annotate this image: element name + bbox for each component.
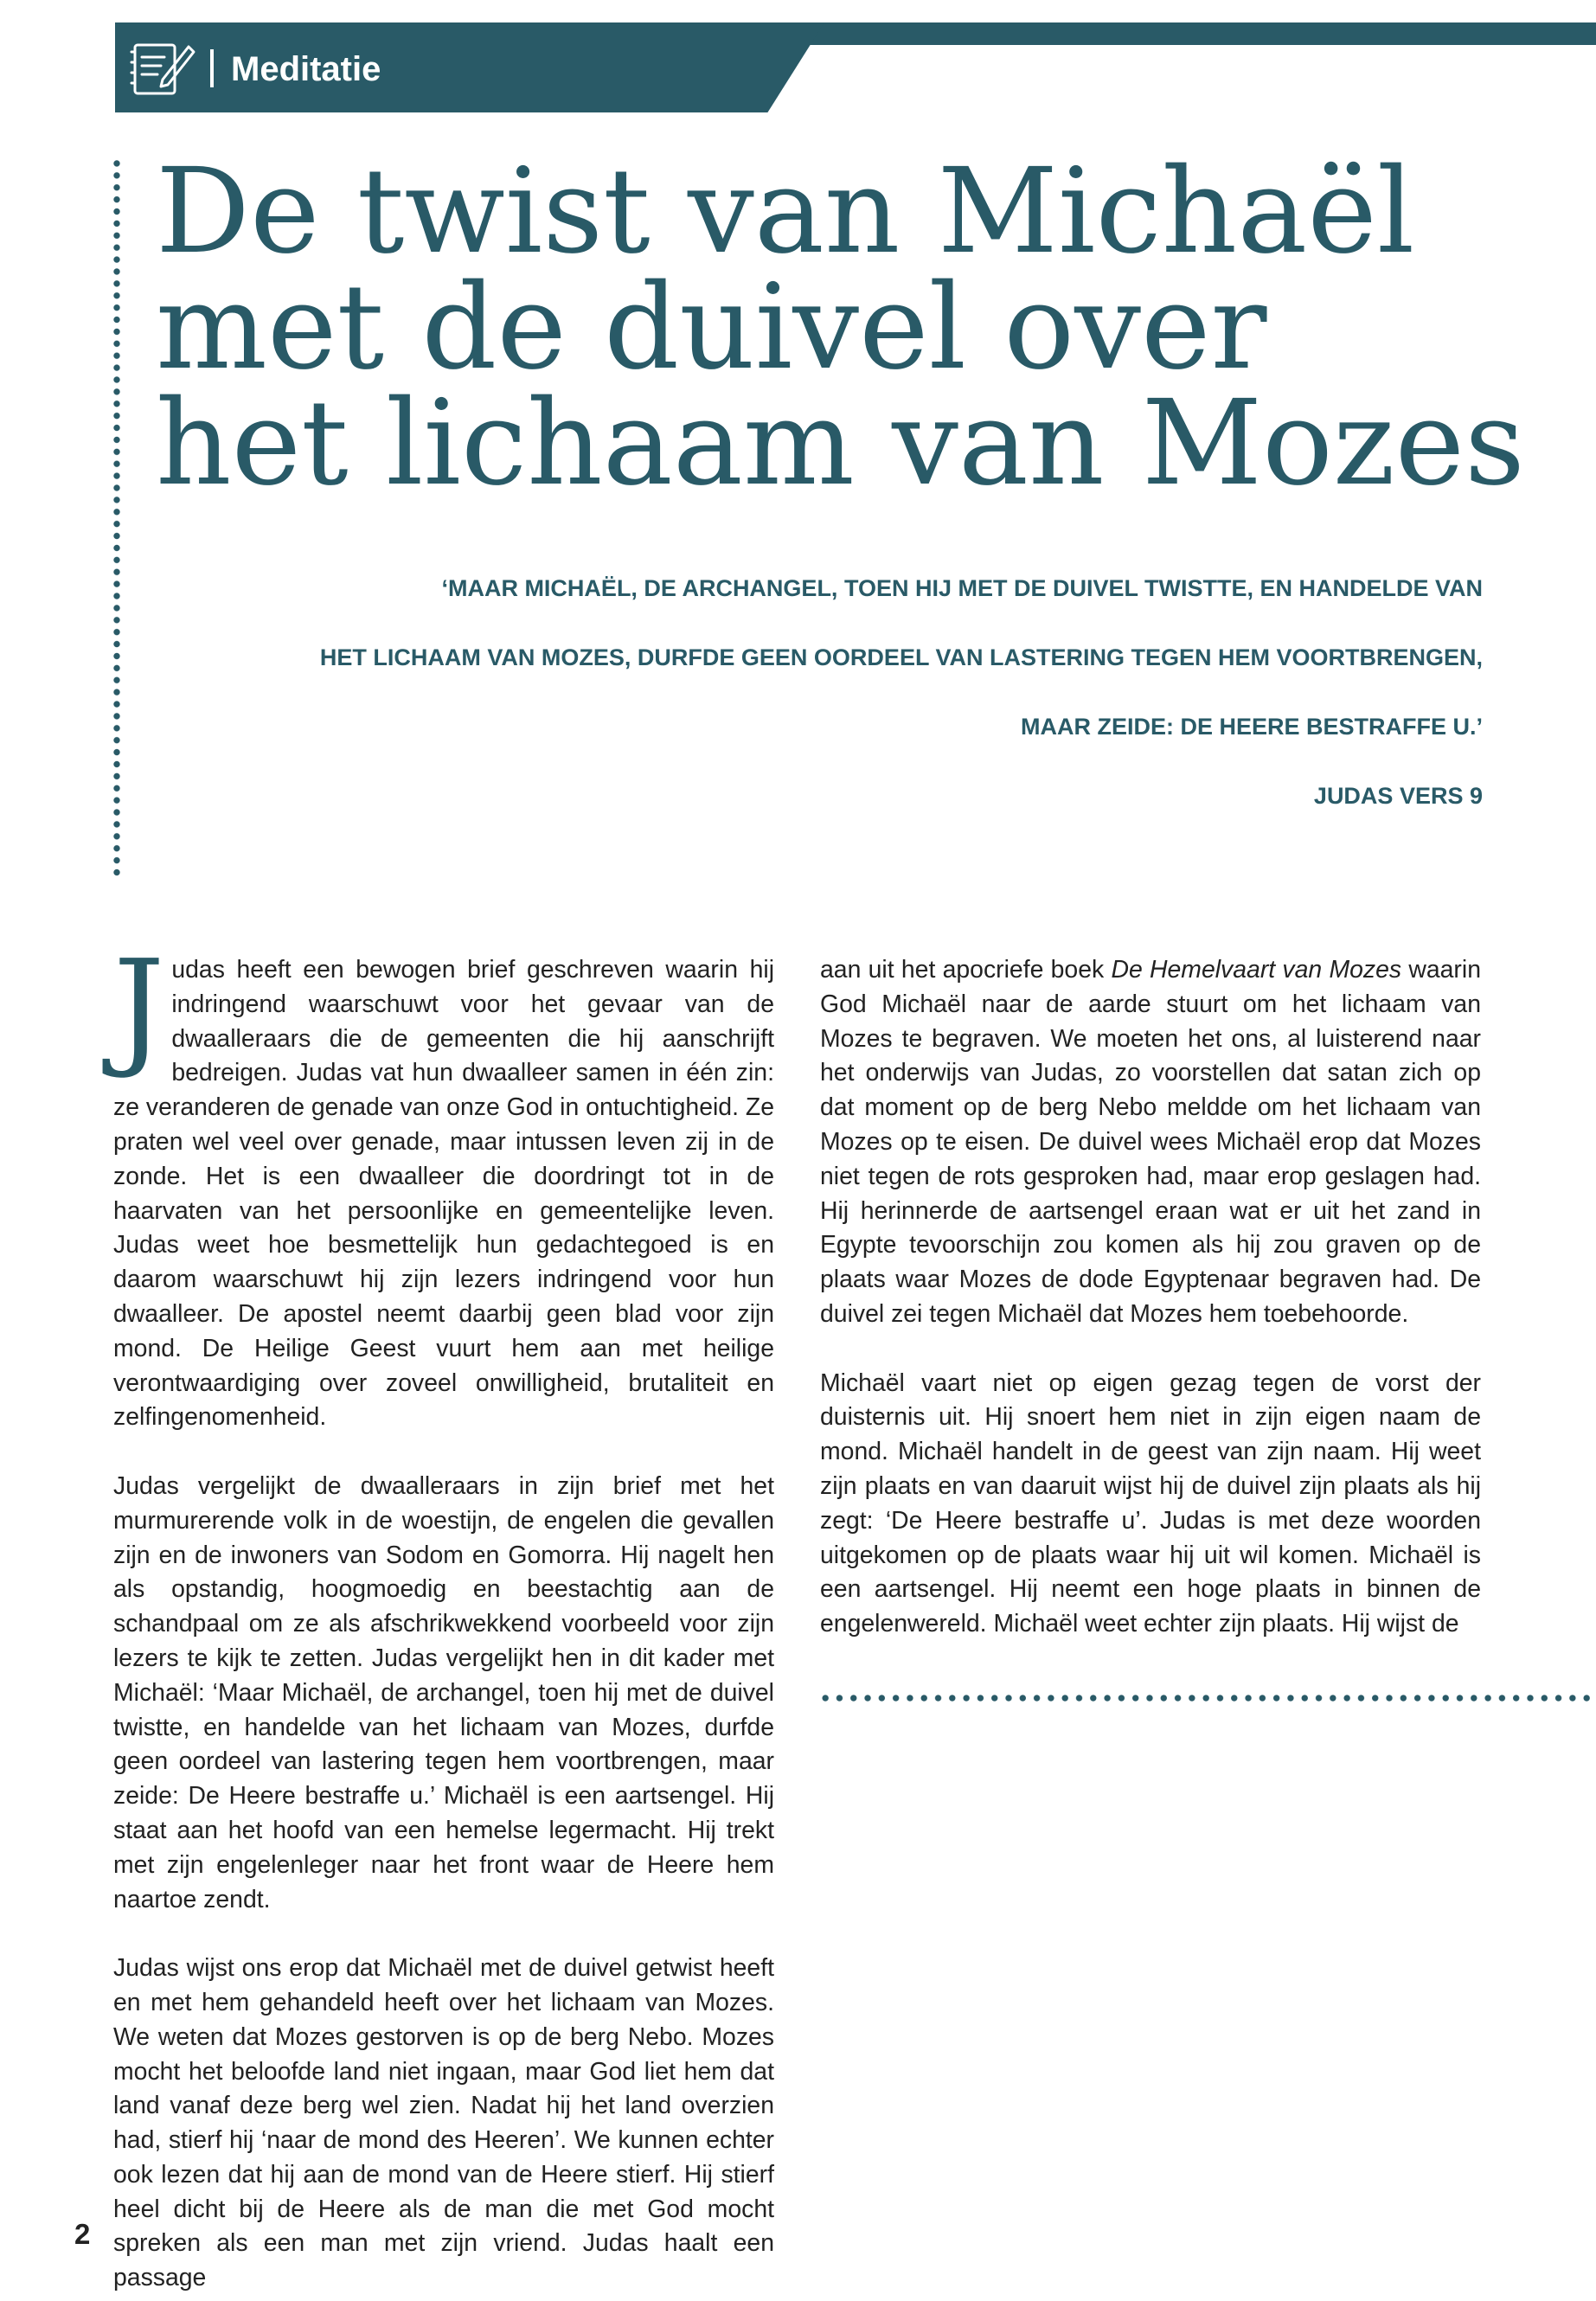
quote-reference: JUDAS VERS 9 xyxy=(1313,783,1483,809)
quote-line: HET LICHAAM VAN MOZES, DURFDE GEEN OORDEEL VAN LASTERING TEGEN HEM VOORTBRENGEN, xyxy=(319,644,1483,670)
drop-cap: J xyxy=(113,933,165,1081)
quote-line: MAAR ZEIDE: DE HEERE BESTRAFFE U.’ xyxy=(1020,714,1483,740)
book-title: De Hemelvaart van Mozes xyxy=(1111,956,1402,984)
paragraph: Michaël vaart niet op eigen gezag tegen de vorst der duisternis uit. Hij snoert hem niet in zijn eigen naam de mond. Michaël handelt in de geest van zijn naam. Hij weet zijn plaats en van daaruit wijst hij de duivel zijn plaats als hij zegt: ‘De Heere bestraffe u’. Judas is met deze woorden uitgekomen op de plaats waar hij uit wil komen. Michaël is een aartsengel. Hij neemt een hoge plaats in binnen de engelenwereld. Michaël weet echter zijn plaats. Hij wijst de xyxy=(820,1368,1481,1638)
paragraph: Judas wijst ons erop dat Michaël met de duivel getwist heeft en met hem gehandeld heeft over het lichaam van Mozes. We weten dat Mozes gestorven is op de berg Nebo. Mozes mocht het beloofde land niet ingaan, maar God liet hem dat land vanaf deze berg wel zien. Nadat hij het land overzien had, stierf hij ‘naar de mond des Heeren’. We kunnen echter ook lezen dat hij aan de mond van de Heere stierf. Hij stierf heel dicht bij de Heere als de man die met God mocht spreken als een man met zijn vriend. Judas haalt een passage xyxy=(113,1954,774,2292)
body-column-right xyxy=(820,953,1481,1642)
pull-quote xyxy=(185,571,1483,813)
section-label xyxy=(210,43,381,95)
title-line: met de duivel over xyxy=(156,260,1267,396)
article-title xyxy=(156,144,1525,512)
paragraph xyxy=(820,953,1481,1332)
paragraph-text: waarin God Michaël naar de aarde stuurt om het lichaam van Mozes te begraven. We moeten het ons, al luisterend naar het onderwijs van Judas, zo voorstellen dat satan zich op dat moment op de berg Nebo meldde om het lichaam van Mozes op te eisen. De duivel wees Michaël erop dat Mozes niet tegen de rots gesproken had, maar erop geslagen had. Hij herinnerde de aartsengel eraan wat er uit het zand in Egypte tevoorschijn zou komen als hij zou graven op de plaats waar Mozes de dode Egyptenaar begraven had. De duivel zei tegen Michaël dat Mozes hem toebehoorde. xyxy=(820,956,1481,1328)
page-number: 2 xyxy=(74,2218,91,2250)
dotted-divider-horizontal xyxy=(818,1694,1596,1702)
paragraph xyxy=(113,933,774,1435)
header-separator xyxy=(210,49,214,87)
section-label-text: Meditatie xyxy=(231,50,381,88)
title-line: het lichaam van Mozes xyxy=(156,375,1525,512)
paragraph: Judas vergelijkt de dwaalleraars in zijn brief met het murmurerende volk in de woestijn, de engelen die gevallen zijn en de inwoners van Sodom en Gomorra. Hij nagelt hen als opstandig, hoogmoedig en beestachtig aan de schandpaal om ze als afschrikwekkend voorbeeld voor zijn lezers te kijk te zetten. Judas vergelijkt hen in dit kader met Michaël: ‘Maar Michaël, de archangel, toen hij met de duivel twistte, en handelde van het lichaam van Mozes, durfde geen oordeel van lastering tegen hem voortbrengen, maar zeide: De Heere bestraffe u.’ Michaël is een aartsengel. Hij staat aan het hoofd van een hemelse legermacht. Hij trekt met zijn engelenleger naar het front waar de Heere hem naartoe zendt. xyxy=(113,1471,774,1913)
notebook-pen-icon xyxy=(128,35,197,104)
body-column-left xyxy=(113,933,774,2296)
paragraph-text: udas heeft een bewogen brief geschreven waarin hij indringend waarschuwt voor het gevaar van de dwaalleraars die de gemeenten die hij aanschrijft bedreigen. Judas vat hun dwaalleer samen in één zin: ze veranderen de genade van onze God in ontuchtigheid. Ze praten wel veel over genade, maar intussen leven zij in de zonde. Het is een dwaalleer die doordringt tot in de haarvaten van het persoonlijke en gemeentelijke leven. Judas weet hoe besmettelijk hun gedachtegoed is en daarom waarschuwt hij zijn lezers indringend voor hun dwaalleer. De apostel neemt daarbij geen blad voor zijn mond. De Heilige Geest vuurt hem aan met heilige verontwaardiging over zoveel onwilligheid, brutaliteit en zelfingenomenheid. xyxy=(113,956,774,1432)
title-line: De twist van Michaël xyxy=(156,144,1415,280)
quote-line: ‘MAAR MICHAËL, DE ARCHANGEL, TOEN HIJ MET DE DUIVEL TWISTTE, EN HANDELDE VAN xyxy=(441,575,1483,601)
paragraph-text: aan uit het apocriefe boek xyxy=(820,956,1112,984)
dotted-divider-vertical xyxy=(113,157,120,880)
